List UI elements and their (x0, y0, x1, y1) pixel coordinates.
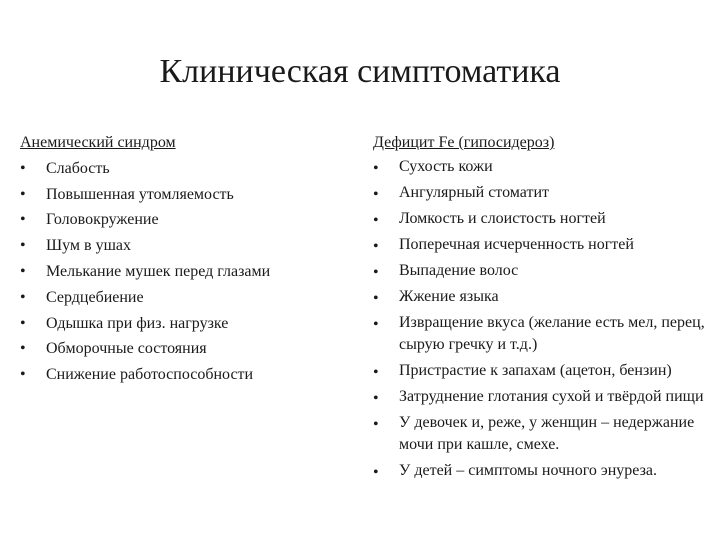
list-item-text: Шум в ушах (46, 237, 132, 255)
list-item-text: Ангулярный стоматит (399, 183, 550, 201)
list-item (373, 182, 713, 204)
right-column (373, 130, 713, 486)
list-item-text: Пристрастие к запахам (ацетон, бензин) (399, 361, 672, 379)
list-item-text: У девочек и, реже, у женщин – недержание мочи при кашле, смехе. (399, 413, 695, 453)
left-column (20, 130, 340, 388)
bullet-icon: • (20, 314, 26, 332)
bullet-icon: • (373, 211, 379, 229)
list-item (373, 260, 713, 282)
right-bullet-list (373, 156, 713, 482)
list-item-text: У детей – симптомы ночного энуреза. (399, 461, 657, 479)
bullet-icon: • (373, 363, 379, 381)
bullet-icon: • (20, 340, 26, 358)
list-item-text: Жжение языка (399, 287, 499, 305)
list-item (20, 362, 340, 388)
list-item-text: Головокружение (46, 211, 159, 229)
bullet-icon: • (373, 389, 379, 407)
list-item (20, 311, 340, 337)
bullet-icon: • (373, 237, 379, 255)
list-item-text: Повышенная утомляемость (46, 185, 234, 203)
bullet-icon: • (20, 185, 26, 203)
list-item (373, 460, 713, 482)
list-item (373, 312, 713, 356)
bullet-icon: • (20, 262, 26, 280)
list-item-text: Затруднение глотания сухой и твёрдой пищи (399, 387, 704, 405)
bullet-icon: • (373, 415, 379, 433)
list-item-text: Сухость кожи (399, 157, 493, 175)
bullet-icon: • (20, 288, 26, 306)
bullet-icon: • (373, 315, 379, 333)
list-item (20, 285, 340, 311)
list-item-text: Слабость (46, 159, 110, 177)
list-item (373, 360, 713, 382)
list-item (373, 208, 713, 230)
list-item (373, 234, 713, 256)
bullet-icon: • (373, 463, 379, 481)
left-bullet-list (20, 156, 340, 388)
bullet-icon: • (20, 159, 26, 177)
list-item (20, 182, 340, 208)
bullet-icon: • (20, 211, 26, 229)
list-item (20, 233, 340, 259)
slide-title: Клиническая симптоматика (159, 53, 561, 90)
list-item (20, 259, 340, 285)
list-item (373, 286, 713, 308)
list-item (20, 207, 340, 233)
bullet-icon: • (373, 159, 379, 177)
list-item-text: Поперечная исчерченность ногтей (399, 235, 634, 253)
bullet-icon: • (373, 185, 379, 203)
bullet-icon: • (373, 263, 379, 281)
right-column-heading: Дефицит Fe (гипосидероз) (373, 134, 555, 151)
list-item-text: Сердцебиение (46, 288, 144, 306)
left-column-heading: Анемический синдром (20, 134, 176, 151)
list-item-text: Снижение работоспособности (46, 366, 254, 384)
bullet-icon: • (20, 366, 26, 384)
list-item (20, 336, 340, 362)
bullet-icon: • (20, 237, 26, 255)
list-item-text: Извращение вкуса (желание есть мел, перец, сырую гречку и т.д.) (399, 313, 705, 353)
list-item-text: Мелькание мушек перед глазами (46, 262, 271, 280)
list-item (373, 412, 713, 456)
list-item-text: Одышка при физ. нагрузке (46, 314, 229, 332)
list-item-text: Выпадение волос (399, 261, 519, 279)
list-item (20, 156, 340, 182)
list-item (373, 156, 713, 178)
list-item-text: Ломкость и слоистость ногтей (399, 209, 606, 227)
list-item (373, 386, 713, 408)
list-item-text: Обморочные состояния (46, 340, 207, 358)
bullet-icon: • (373, 289, 379, 307)
